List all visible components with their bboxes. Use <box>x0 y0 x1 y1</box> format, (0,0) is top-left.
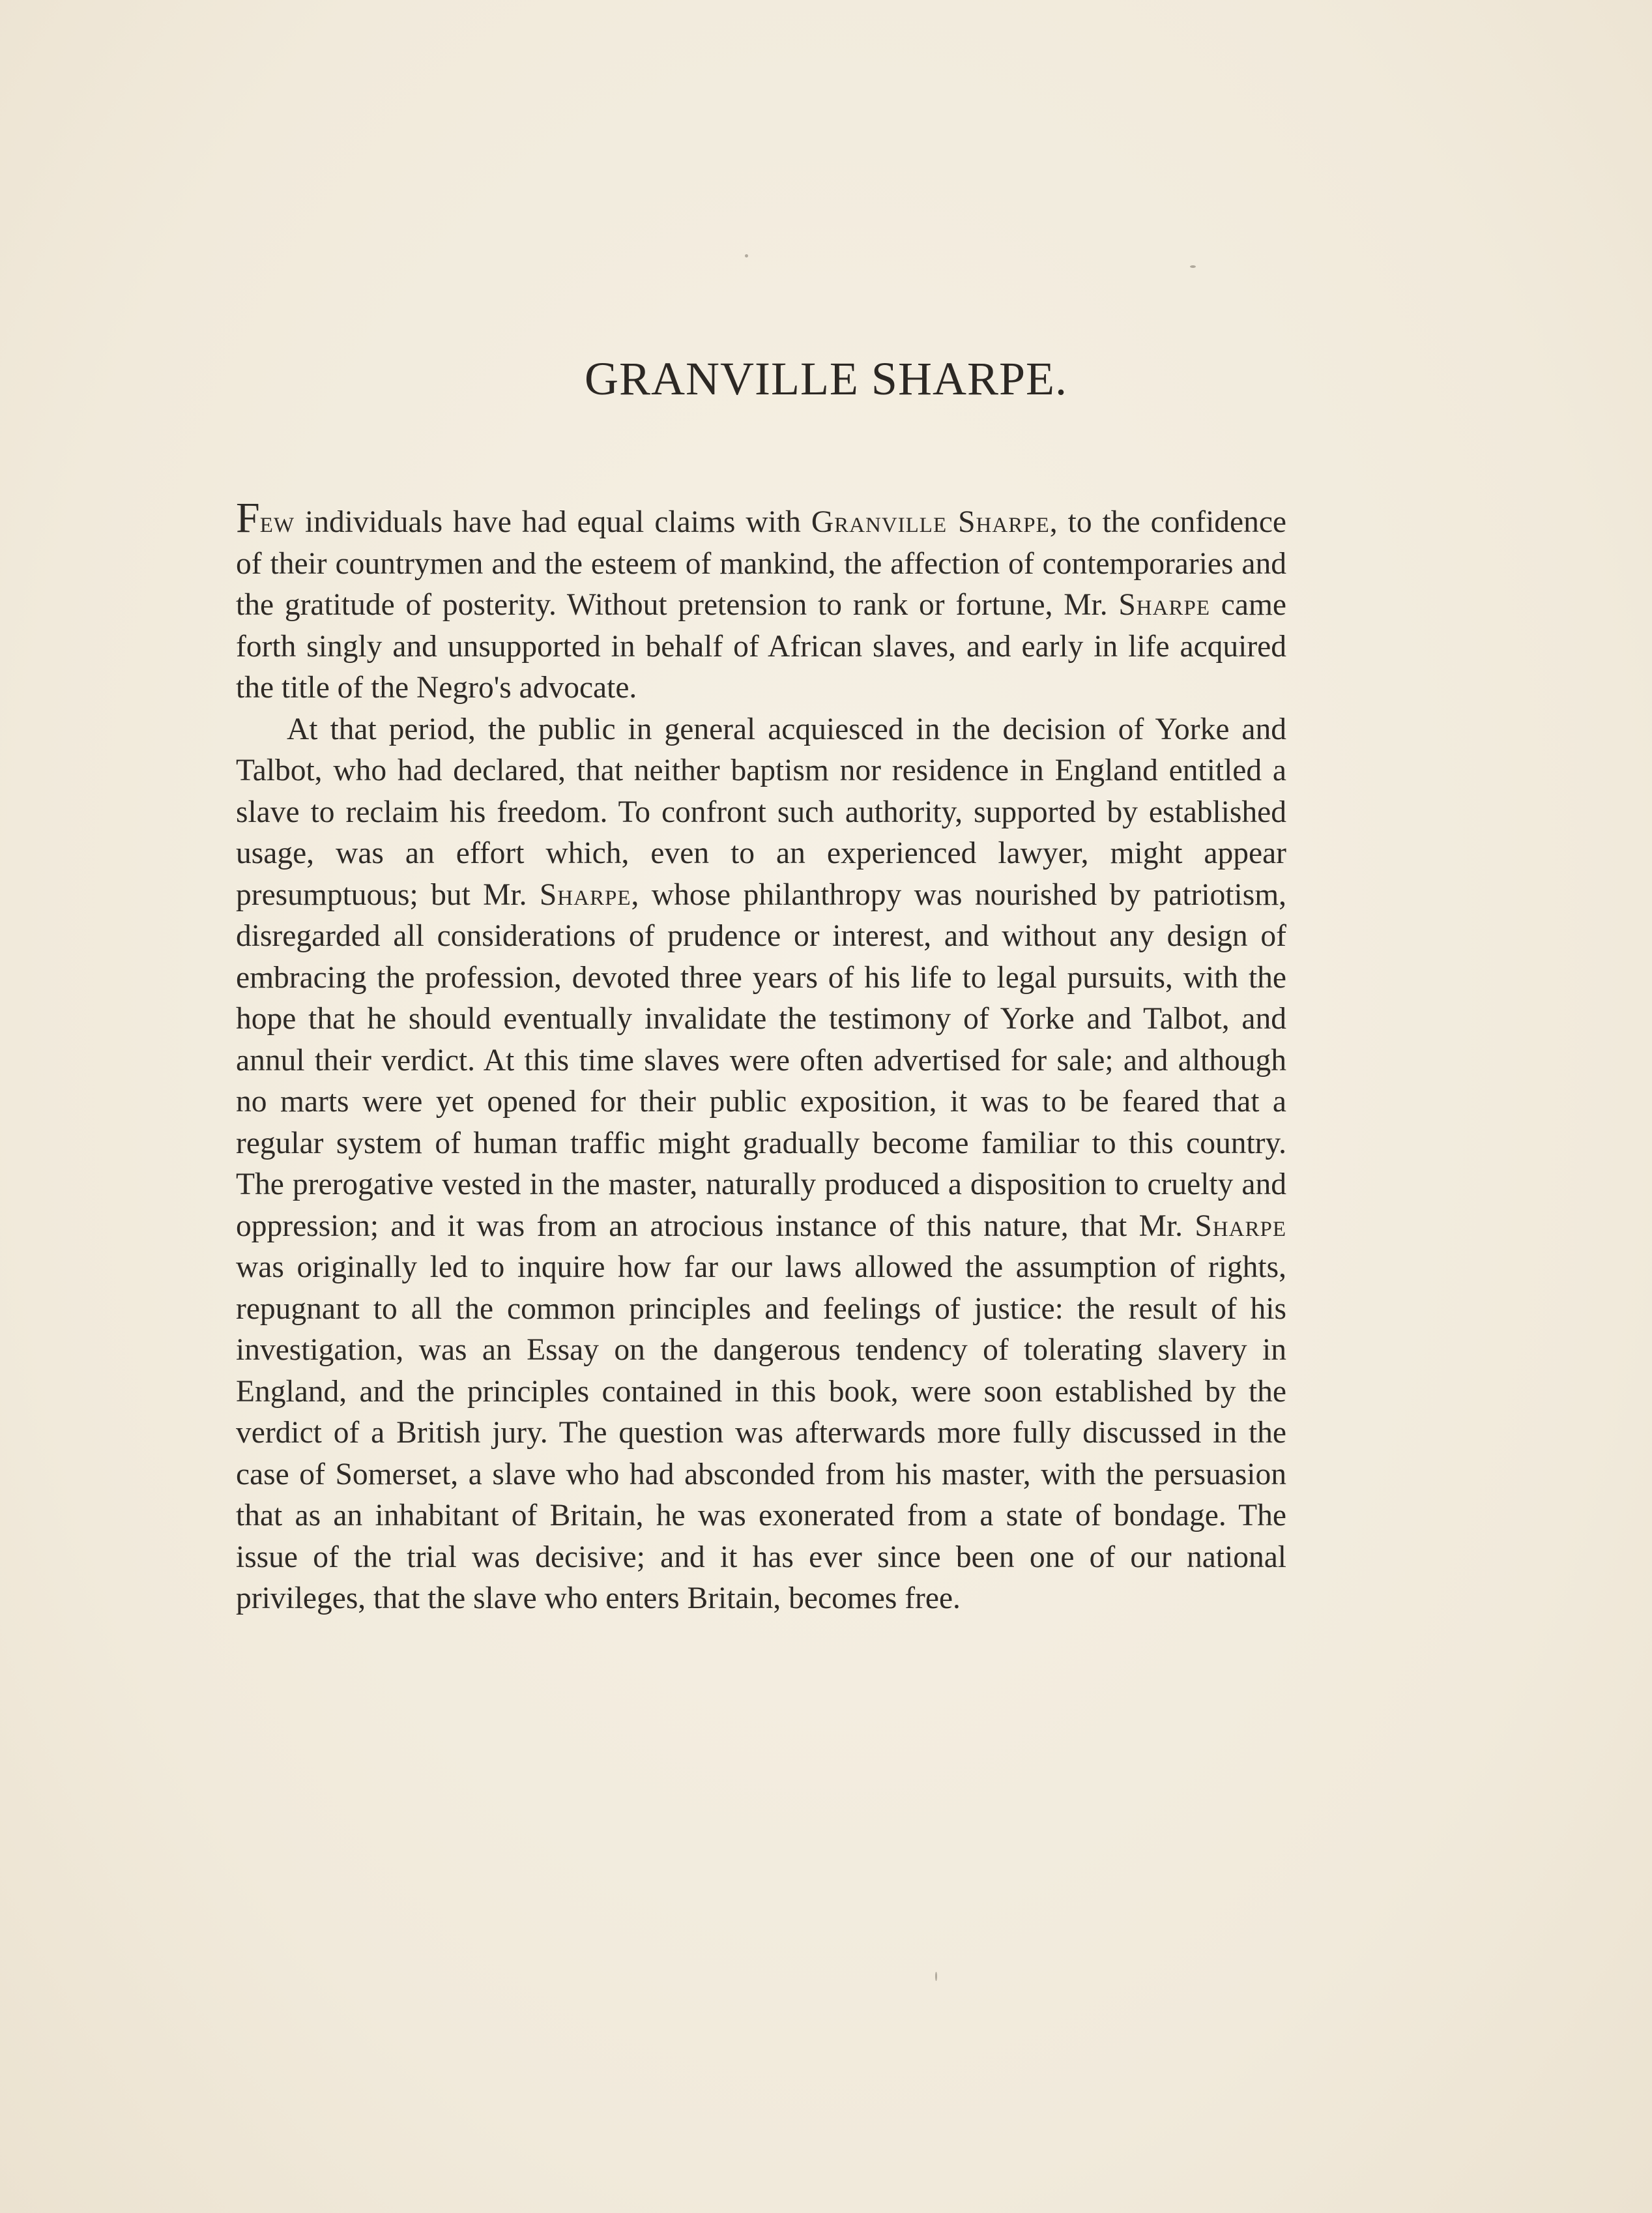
paragraph-2-text: At that period, the public in general acquiesced in the decision of Yorke and Talbot, who had declared, that neither baptism nor residence in England entitled a slave to reclaim his freedom. To confront such authority, supported by established usage, was an effort which, even to an experienced lawyer, might appear presumptuous; but Mr. <box>236 712 1286 912</box>
subject-surname: Sharpe <box>1195 1209 1286 1243</box>
subject-surname: Sharpe <box>1118 588 1210 622</box>
page-title: GRANVILLE SHARPE. <box>584 353 1067 405</box>
paragraph-1-text: , to the confidence of their countrymen and the esteem of mankind, the affection of contemporaries and the gratitude of posterity. Without pretension to rank or fortune, Mr. <box>236 505 1287 622</box>
paper-speck <box>745 254 748 257</box>
drop-cap: F <box>236 494 260 542</box>
subject-name: Granville Sharpe <box>811 505 1050 539</box>
paper-speck <box>935 1972 937 1981</box>
paragraph-1-text: came forth singly and unsupported in behalf of African slaves, and early in life acquired the title of the Negro's advocate. <box>236 588 1286 705</box>
paragraph-1 <box>236 494 1287 709</box>
subject-surname: Sharpe <box>539 877 631 912</box>
body-text <box>236 494 1287 1620</box>
paragraph-2 <box>236 709 1286 1620</box>
paragraph-2-text: was originally led to inquire how far our laws allowed the assumption of rights, repugnant to all the common principles and feelings of justice: the result of his investigation, was an Essay on the dangerous tendency of tolerating slavery in England, and the principles contained in this book, were soon established by the verdict of a British jury. The question was afterwards more fully discussed in the case of Somerset, a slave who had absconded from his master, with the persuasion that as an inhabitant of Britain, he was exonerated from a state of bondage. The issue of the trial was decisive; and it has ever since been one of our national privileges, that the slave who enters Britain, becomes free. <box>236 1250 1286 1615</box>
opening-word-smallcaps: ew <box>259 505 295 539</box>
paragraph-2-text: , whose philanthropy was nourished by patriotism, disregarded all considerations of prudence or interest, and without any design of embracing the profession, devoted three years of his life to legal pursuits, with the hope that he should eventually invalidate the testimony of Yorke and Talbot, and annul their verdict. At this time slaves were often advertised for sale; and although no marts were yet opened for their public exposition, it was to be feared that a regular system of human traffic might gradually become familiar to this country. The prerogative vested in the master, naturally produced a disposition to cruelty and oppression; and it was from an atrocious instance of this nature, that Mr. <box>236 877 1287 1243</box>
paper-speck <box>1190 265 1196 268</box>
paragraph-1-text: individuals have had equal claims with <box>295 505 811 539</box>
